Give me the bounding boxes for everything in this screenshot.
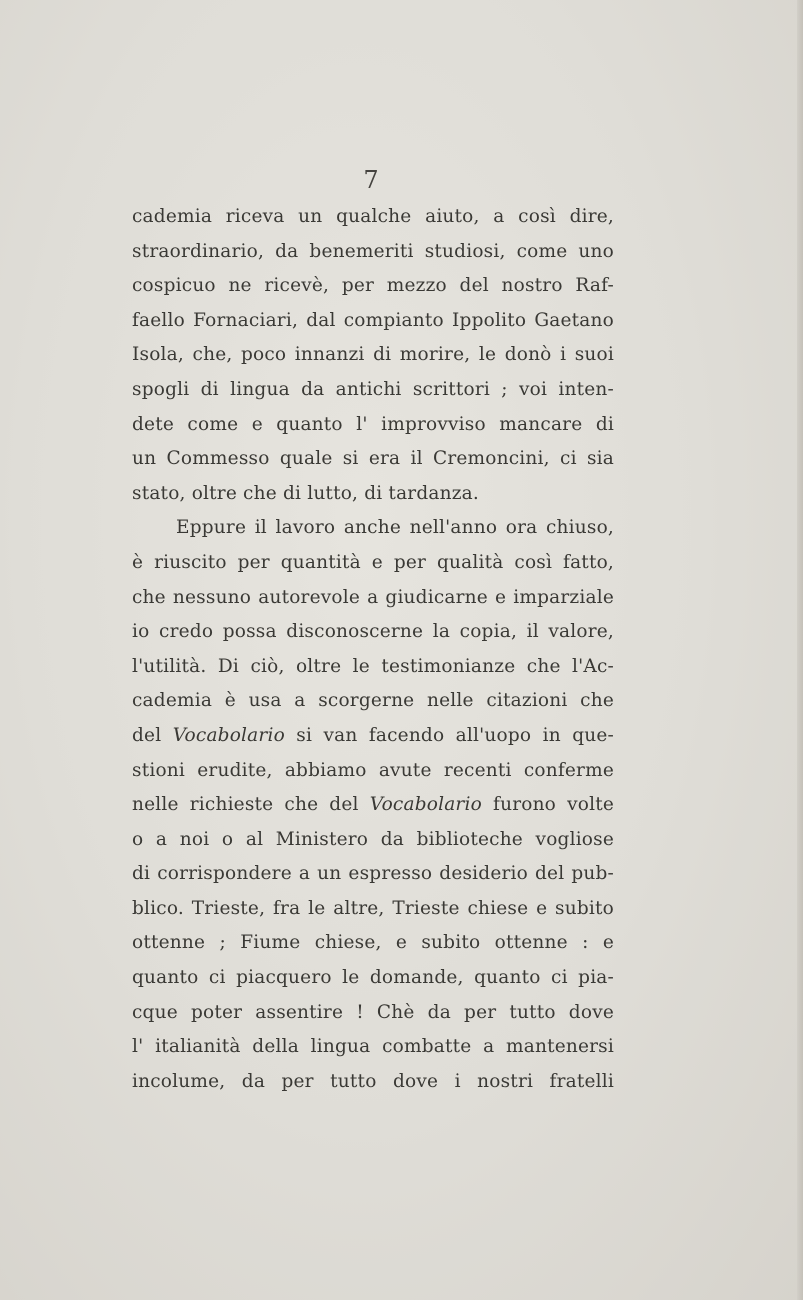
text-line: nelle richieste che del Vocabolario furono volte: [132, 794, 614, 816]
text-line: blico. Trieste, fra le altre, Trieste chiese e subito: [132, 897, 614, 919]
text-line: del Vocabolario si van facendo all'uopo in que-: [132, 724, 615, 746]
text-line: un Commesso quale si era il Cremoncini, ci sia: [132, 448, 614, 470]
text-line: che nessuno autorevole a giudicarne e imparziale: [132, 586, 614, 608]
body-text: [132, 200, 614, 1099]
text-line: ottenne ; Fiume chiese, e subito ottenne : e: [132, 932, 614, 954]
text-line: è riuscito per quantità e per qualità così fatto,: [132, 551, 614, 573]
text-line: stioni erudite, abbiamo avute recenti conferme: [132, 759, 614, 781]
text-line: cademia riceva un qualche aiuto, a così dire,: [132, 206, 614, 227]
page-number: 7: [363, 166, 379, 194]
text-line: l' italianità della lingua combatte a mantenersi: [132, 1036, 614, 1058]
text-line: dete come e quanto l' improvviso mancare di: [132, 413, 614, 435]
text-line: o a noi o al Ministero da biblioteche vogliose: [132, 828, 614, 850]
text-line: l'utilità. Di ciò, oltre le testimonianze che l'Ac-: [132, 655, 614, 677]
text-line: cospicuo ne ricevè, per mezzo del nostro Raf-: [132, 275, 614, 297]
text-line: spogli di lingua da antichi scrittori ; voi inten-: [132, 378, 614, 400]
page-edge: [797, 0, 803, 1300]
text-line: straordinario, da benemeriti studiosi, come uno: [132, 240, 614, 262]
italic-title: Vocabolario: [172, 724, 285, 746]
text-line: di corrispondere a un espresso desiderio del pub-: [132, 863, 614, 885]
text-line: Isola, che, poco innanzi di morire, le donò i suoi: [132, 344, 614, 366]
text-line: faello Fornaciari, dal compianto Ippolito Gaetano: [132, 309, 614, 331]
text-line: quanto ci piacquero le domande, quanto ci pia-: [132, 967, 614, 989]
italic-title: Vocabolario: [369, 794, 482, 816]
text-line: stato, oltre che di lutto, di tardanza.: [132, 482, 479, 504]
text-line: io credo possa disconoscerne la copia, il valore,: [132, 621, 614, 643]
text-line: Eppure il lavoro anche nell'anno ora chiuso,: [176, 517, 614, 539]
text-line: cque poter assentire ! Chè da per tutto dove: [132, 1001, 614, 1023]
text-line: incolume, da per tutto dove i nostri fratelli: [132, 1070, 614, 1092]
text-line: cademia è usa a scorgerne nelle citazioni che: [132, 690, 614, 712]
